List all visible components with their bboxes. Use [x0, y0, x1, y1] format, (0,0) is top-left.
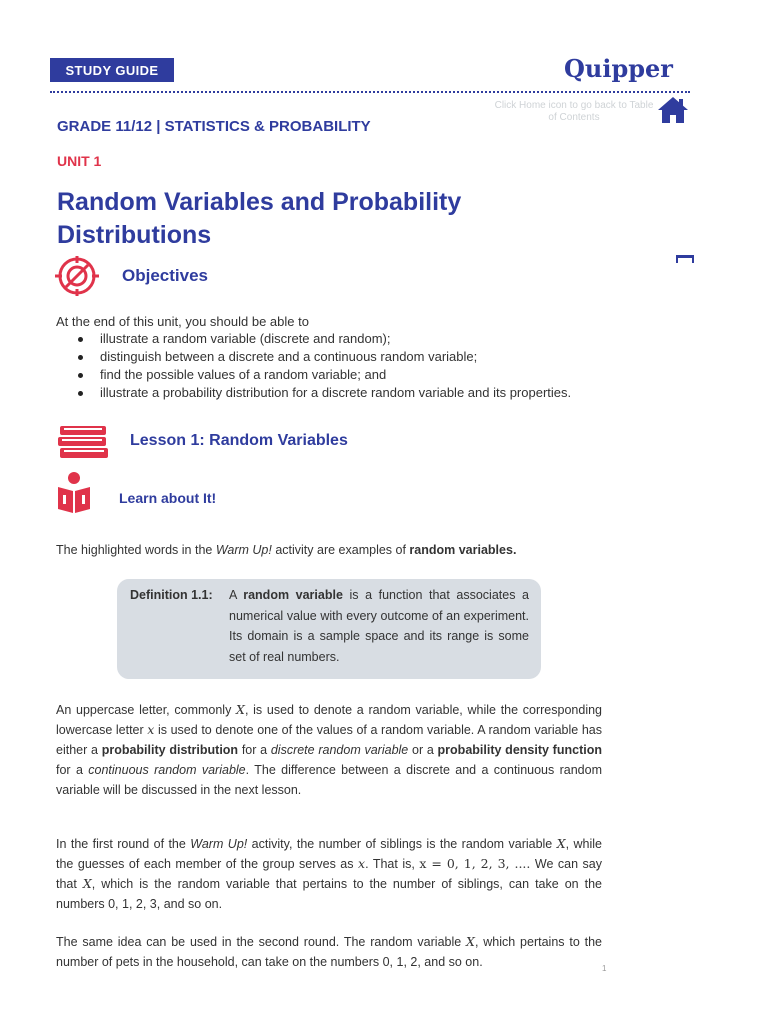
- home-hint-text: Click Home icon to go back to Table of Contents: [494, 100, 654, 123]
- learn-heading: Learn about It!: [119, 490, 217, 506]
- study-guide-badge: [50, 58, 174, 82]
- unit-label: UNIT 1: [57, 153, 102, 169]
- reader-icon: [56, 471, 92, 515]
- intro-paragraph: The highlighted words in the Warm Up! activity are examples of random variables.: [56, 543, 517, 557]
- corner-mark: [676, 255, 694, 263]
- definition-label: Definition 1.1:: [130, 588, 213, 602]
- definition-text: A random variable is a function that associates a numerical value with every outcome of an experiment. Its domain is a sample space and its range is some set of real numbers.: [229, 588, 529, 664]
- list-item: illustrate a probability distribution for a discrete random variable and its properties.: [56, 384, 571, 402]
- books-icon: [56, 424, 110, 460]
- paragraph-pets: The same idea can be used in the second round. The random variable X, which pertains to the number of pets in the household, can take on the numbers 0, 1, 2, and so on.: [56, 934, 602, 969]
- objectives-list: [56, 330, 571, 402]
- objectives-heading: Objectives: [122, 266, 208, 285]
- target-icon: [54, 255, 100, 297]
- dotted-divider: [50, 91, 690, 93]
- quipper-logo: Quipper: [564, 54, 673, 83]
- page-number: 1: [602, 964, 607, 973]
- badge-label: STUDY GUIDE: [65, 62, 159, 78]
- list-item: illustrate a random variable (discrete and random);: [56, 330, 571, 348]
- lesson-heading: Lesson 1: Random Variables: [130, 432, 348, 449]
- course-heading: GRADE 11/12 | STATISTICS & PROBABILITY: [57, 118, 371, 135]
- paragraph-siblings: In the first round of the Warm Up! activity, the number of siblings is the random variable X, while the guesses of each member of the group serves as x. That is, x = 0, 1, 2, 3, .... We can say that X, which is the random variable that pertains to the number of siblings, can take on the numbers 0, 1, 2, 3, and so on.: [56, 836, 602, 911]
- paragraph-notation: An uppercase letter, commonly X, is used to denote a random variable, while the corresponding lowercase letter x is used to denote one of the values of a random variable. A random variable has either a probability distribution for a discrete random variable or a probability density function for a continuous random variable. The difference between a discrete and a continuous random variable will be discussed in the next lesson.: [56, 702, 602, 797]
- list-item: find the possible values of a random variable; and: [56, 366, 571, 384]
- home-icon[interactable]: [656, 95, 690, 125]
- page-title: Random Variables and Probability Distributions: [57, 188, 462, 249]
- objectives-intro: At the end of this unit, you should be able to: [56, 314, 309, 329]
- list-item: distinguish between a discrete and a continuous random variable;: [56, 348, 571, 366]
